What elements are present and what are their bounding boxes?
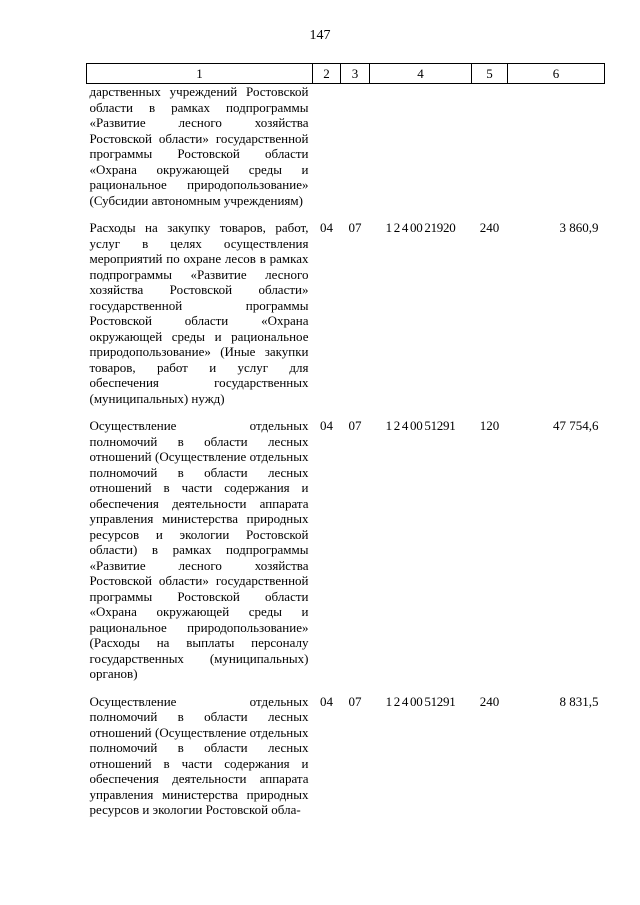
row-section: 04 (320, 693, 333, 709)
row-amount: 3 860,9 (559, 220, 599, 235)
table-header-row (87, 64, 605, 84)
header-cell-2: 2 (313, 64, 341, 84)
header-cell-3: 3 (341, 64, 370, 84)
row-subsection: 07 (348, 220, 362, 235)
budget-table-container (86, 63, 605, 818)
row-amount: 8 831,5 (559, 693, 599, 709)
row-section: 04 (320, 220, 333, 235)
row-expense-type: 120 (479, 418, 500, 433)
row-description: Осуществление отдельных полномочий в области лесных отношений (Осуществление отдельных полномочий в области лесных отношений в части содержания и обеспечения деятельности аппарата управления министерства природных ресурсов и экологии Ростовской области) в рамках подпрограммы «Развитие лесного хозяйства Ростовской области» государственной программы Ростовской области «Охрана окружающей среды и рациональное природопользование» (Расходы на выплаты персоналу государственных (муниципальных) органов) (89, 418, 309, 681)
header-cell-6: 6 (508, 64, 605, 84)
row-amount: 47 754,6 (553, 418, 599, 433)
table-row (87, 406, 605, 682)
row-subsection: 07 (348, 693, 362, 709)
table-row (87, 208, 605, 406)
row-amount (508, 84, 605, 209)
row-subsection: 07 (348, 418, 362, 433)
row-expense-type: 240 (479, 693, 500, 709)
table-row (87, 682, 605, 818)
row-expense-type: 240 (479, 220, 500, 235)
row-subsection (341, 84, 370, 209)
row-description: дарственных учреждений Ростовской области в рамках подпрограммы «Развитие лесного хозяйства Ростовской области» государственной программы Ростовской области «Охрана окружающей среды и рациональное природопользование» (Субсидии автономным учреждениям) (89, 84, 309, 208)
row-target-code: 1 2 4 00 51291 (385, 418, 456, 433)
header-cell-4: 4 (370, 64, 472, 84)
row-target-code (370, 84, 472, 209)
header-cell-5: 5 (472, 64, 508, 84)
row-target-code: 1 2 4 00 51291 (385, 693, 456, 709)
budget-table (86, 63, 605, 818)
row-section: 04 (320, 418, 333, 433)
row-target-code: 1 2 4 00 21920 (385, 220, 456, 235)
row-expense-type (472, 84, 508, 209)
header-cell-1: 1 (87, 64, 313, 84)
row-section (313, 84, 341, 209)
page-number: 147 (309, 28, 331, 43)
row-description: Осуществление отдельных полномочий в области лесных отношений (Осуществление отдельных полномочий в области лесных отношений в части содержания и обеспечения деятельности аппарата управления министерства природных ресурсов и экологии Ростовской обла- (89, 693, 309, 817)
table-row (87, 84, 605, 209)
row-description: Расходы на закупку товаров, работ, услуг в целях осуществления мероприятий по охране лесов в рамках подпрограммы «Развитие лесного хозяйства Ростовской области» государственной программы Ростовской области «Охрана окружающей среды и рациональное природопользование» (Иные закупки товаров, работ и услуг для обеспечения государственных (муниципальных) нужд) (89, 220, 309, 406)
